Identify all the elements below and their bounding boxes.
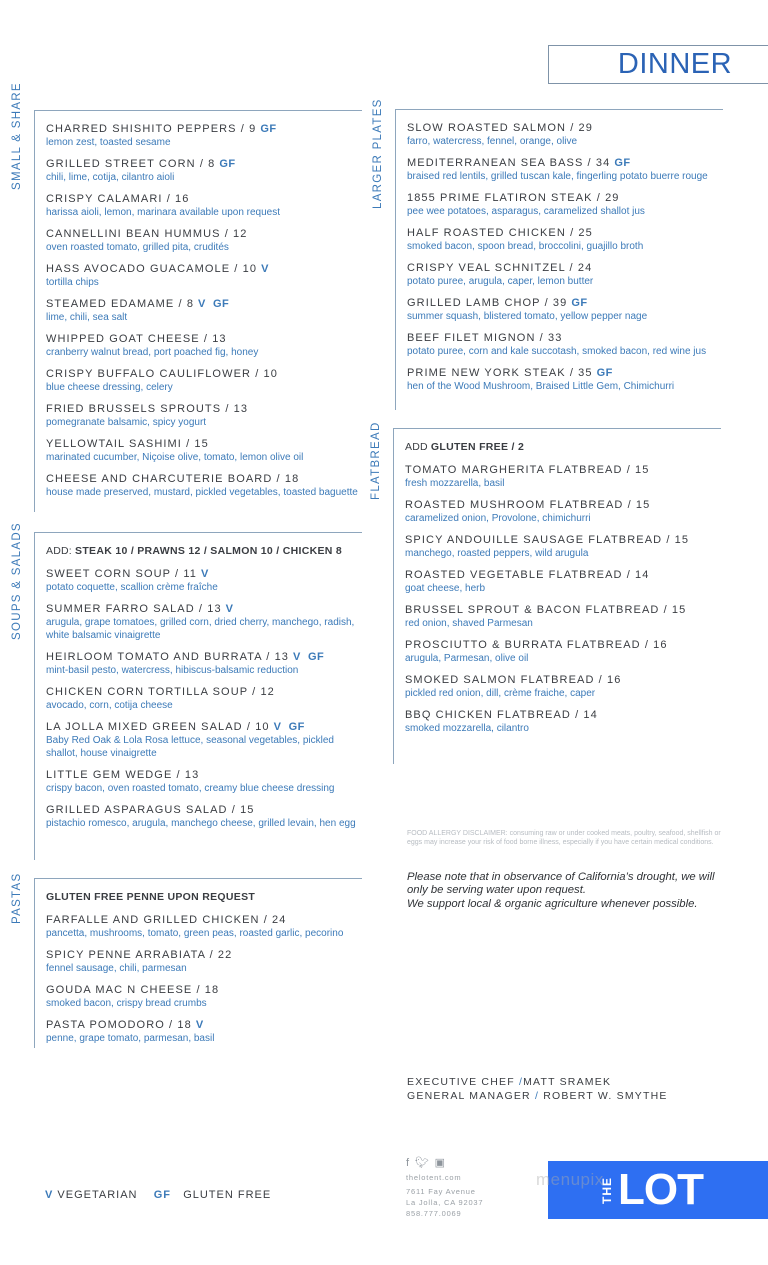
menu-item <box>46 297 362 324</box>
menu-item-name <box>46 157 362 171</box>
menu-item-name <box>46 437 362 451</box>
menu-item-description: smoked bacon, crispy bread crumbs <box>46 998 207 1009</box>
item-name-price: CHEESE AND CHARCUTERIE BOARD / 18 <box>46 473 300 485</box>
menu-item <box>407 121 723 148</box>
menu-item-description: smoked bacon, spoon bread, broccolini, guajillo broth <box>407 241 644 252</box>
menu-item-name <box>407 296 723 310</box>
section-label: PASTAS <box>11 872 23 924</box>
menu-item-name <box>46 948 362 962</box>
menu-item <box>46 332 362 359</box>
item-name-price: BRUSSEL SPROUT & BACON FLATBREAD / 15 <box>405 604 687 616</box>
menu-title: DINNER <box>617 48 733 80</box>
menu-item-name <box>405 708 721 722</box>
menu-item-description: tortilla chips <box>46 277 99 288</box>
menu-item-name <box>405 498 721 512</box>
staff-credits <box>407 1075 668 1103</box>
gluten-free-note <box>46 890 362 904</box>
menu-item-description: chili, lime, cotija, cilantro aioli <box>46 172 175 183</box>
vegetarian-tag: V <box>45 1189 54 1201</box>
menu-item-name <box>407 191 723 205</box>
dietary-tag: V GF <box>198 298 230 310</box>
slash: / <box>518 1076 524 1088</box>
menu-item <box>46 157 362 184</box>
menu-item-description: cranberry walnut bread, port poached fig, honey <box>46 347 259 358</box>
menu-item-description: pee wee potatoes, asparagus, caramelized shallot jus <box>407 206 645 217</box>
menu-item-name <box>46 472 362 486</box>
dietary-tag: GF <box>614 157 631 169</box>
address-line-2: La Jolla, CA 92037 <box>406 1198 484 1207</box>
add-gluten-free-line <box>405 440 721 454</box>
menu-item-name <box>46 402 362 416</box>
watermark: menupix <box>536 1170 604 1189</box>
menu-item-description: mint-basil pesto, watercress, hibiscus-balsamic reduction <box>46 665 299 676</box>
menu-item-name <box>407 156 723 170</box>
item-name-price: PASTA POMODORO / 18 <box>46 1019 192 1031</box>
item-name-price: CRISPY VEAL SCHNITZEL / 24 <box>407 262 593 274</box>
menu-item-name <box>407 261 723 275</box>
item-name-price: CHARRED SHISHITO PEPPERS / 9 <box>46 123 257 135</box>
item-name-price: STEAMED EDAMAME / 8 <box>46 298 195 310</box>
menu-item-description: summer squash, blistered tomato, yellow pepper nage <box>407 311 648 322</box>
flatbread-items <box>405 463 721 735</box>
menu-item-name <box>46 192 362 206</box>
dietary-tag: V GF <box>273 721 305 733</box>
item-name-price: ROASTED MUSHROOM FLATBREAD / 15 <box>405 499 651 511</box>
menu-item-name <box>46 297 362 311</box>
twitter-icon[interactable]: 🐦︎ <box>414 1157 430 1169</box>
chef-role: EXECUTIVE CHEF <box>407 1076 515 1088</box>
menu-item-description: farro, watercress, fennel, orange, olive <box>407 136 578 147</box>
menu-item-name <box>46 367 362 381</box>
dietary-tag: V <box>200 568 209 580</box>
item-name-price: CHICKEN CORN TORTILLA SOUP / 12 <box>46 686 275 698</box>
website-link[interactable]: thelotent.com <box>406 1173 462 1182</box>
item-name-price: SMOKED SALMON FLATBREAD / 16 <box>405 674 622 686</box>
add-ons-line <box>46 544 362 558</box>
menu-item <box>46 472 362 499</box>
menu-item <box>407 296 723 323</box>
section-label: SMALL & SHARE <box>11 82 23 190</box>
menu-item <box>46 567 362 594</box>
menu-item-name <box>46 650 362 664</box>
item-name-price: LA JOLLA MIXED GREEN SALAD / 10 <box>46 721 270 733</box>
menu-item-description: blue cheese dressing, celery <box>46 382 173 393</box>
gm-role: GENERAL MANAGER <box>407 1090 531 1102</box>
item-name-price: SPICY ANDOUILLE SAUSAGE FLATBREAD / 15 <box>405 534 690 546</box>
menu-item-description: pomegranate balsamic, spicy yogurt <box>46 417 207 428</box>
menu-item-description: pistachio romesco, arugula, manchego cheese, grilled levain, hen egg <box>46 818 356 829</box>
item-name-price: GRILLED LAMB CHOP / 39 <box>407 297 568 309</box>
logo-lot: LOT <box>618 1165 703 1214</box>
menu-title-box <box>548 45 768 84</box>
menu-item <box>46 803 362 830</box>
section-small-share <box>11 82 362 512</box>
menu-item-name <box>407 226 723 240</box>
dietary-tag: GF <box>219 158 236 170</box>
menu-item-name <box>46 332 362 346</box>
menu-item <box>46 650 362 677</box>
add-prefix: ADD <box>405 441 428 453</box>
menu-item <box>405 498 721 525</box>
menu-item-description: potato puree, arugula, caper, lemon butter <box>407 276 594 287</box>
menu-item-name <box>46 803 362 817</box>
item-name-price: GRILLED ASPARAGUS SALAD / 15 <box>46 804 255 816</box>
item-name-price: YELLOWTAIL SASHIMI / 15 <box>46 438 209 450</box>
gluten-free-tag: GF <box>153 1189 172 1201</box>
menu-item-name <box>407 331 723 345</box>
menu-item <box>46 402 362 429</box>
menu-item-name <box>405 568 721 582</box>
menu-item <box>46 262 362 289</box>
menu-item-description: harissa aioli, lemon, marinara available upon request <box>46 207 281 218</box>
menu-item <box>407 331 723 358</box>
facebook-icon[interactable]: f <box>406 1157 410 1169</box>
item-name-price: GOUDA MAC N CHEESE / 18 <box>46 984 220 996</box>
menu-item-name <box>46 720 362 734</box>
local-note: We support local & organic agriculture whenever possible. <box>407 897 698 910</box>
menu-item <box>405 533 721 560</box>
item-name-price: SLOW ROASTED SALMON / 29 <box>407 122 593 134</box>
address-line-1: 7611 Fay Avenue <box>406 1187 476 1196</box>
item-name-price: WHIPPED GOAT CHEESE / 13 <box>46 333 227 345</box>
instagram-icon[interactable]: ▣ <box>434 1157 446 1169</box>
menu-item-description: avocado, corn, cotija cheese <box>46 700 173 711</box>
menu-item-description: caramelized onion, Provolone, chimichurri <box>405 513 591 524</box>
chef-credit <box>407 1075 668 1089</box>
section-label: FLATBREAD <box>370 421 382 500</box>
menu-item <box>405 603 721 630</box>
item-name-price: HEIRLOOM TOMATO AND BURRATA / 13 <box>46 651 290 663</box>
section-label: SOUPS & SALADS <box>11 522 23 640</box>
menu-item-description: pickled red onion, dill, crème fraiche, caper <box>405 688 596 699</box>
dietary-tag: V <box>225 603 234 615</box>
menu-item-description: hen of the Wood Mushroom, Braised Little Gem, Chimichurri <box>407 381 675 392</box>
item-name-price: LITTLE GEM WEDGE / 13 <box>46 769 200 781</box>
menu-item <box>405 463 721 490</box>
menu-item <box>407 261 723 288</box>
section-label: LARGER PLATES <box>372 98 384 209</box>
add-option: GLUTEN FREE / 2 <box>430 441 525 453</box>
item-name-price: HALF ROASTED CHICKEN / 25 <box>407 227 593 239</box>
menu-item-description: marinated cucumber, Niçoise olive, tomato, lemon olive oil <box>46 452 304 463</box>
item-name-price: MEDITERRANEAN SEA BASS / 34 <box>407 157 611 169</box>
section-pastas <box>11 872 362 1048</box>
menu-item-name <box>405 673 721 687</box>
menu-item <box>46 1018 362 1045</box>
menu-item <box>46 437 362 464</box>
slash: / <box>534 1090 540 1102</box>
contact-info <box>406 1158 483 1219</box>
menu-item-description: potato puree, corn and kale succotash, smoked bacon, red wine jus <box>407 346 707 357</box>
menu-item <box>407 226 723 253</box>
menu-item <box>46 948 362 975</box>
item-name-price: CRISPY CALAMARI / 16 <box>46 193 190 205</box>
item-name-price: ROASTED VEGETABLE FLATBREAD / 14 <box>405 569 650 581</box>
menu-item-name <box>405 603 721 617</box>
menu-item-description: potato coquette, scallion crème fraîche <box>46 582 218 593</box>
gluten-free-label: GLUTEN FREE <box>183 1189 272 1201</box>
menu-item-description: pancetta, mushrooms, tomato, green peas, roasted garlic, pecorino <box>46 928 344 939</box>
add-prefix: ADD: <box>46 545 72 557</box>
dietary-tag: GF <box>260 123 277 135</box>
menu-item-name <box>46 913 362 927</box>
social-links <box>406 1158 483 1169</box>
item-name-price: PROSCIUTTO & BURRATA FLATBREAD / 16 <box>405 639 668 651</box>
section-soups-salads <box>11 522 362 860</box>
dietary-tag: V <box>261 263 269 275</box>
menu-item-description: Baby Red Oak & Lola Rosa lettuce, seasonal vegetables, pickled shallot, house vinaigrette <box>46 735 334 759</box>
item-name-price: CANNELLINI BEAN HUMMUS / 12 <box>46 228 248 240</box>
section-flatbread <box>370 421 721 764</box>
dietary-tag: GF <box>596 367 613 379</box>
menu-item-name <box>405 638 721 652</box>
menu-item-description: fennel sausage, chili, parmesan <box>46 963 187 974</box>
item-list <box>407 121 723 401</box>
menu-item-name <box>46 983 362 997</box>
item-name-price: SWEET CORN SOUP / 11 <box>46 568 197 580</box>
policy-notes <box>407 871 727 911</box>
menu-item <box>405 708 721 735</box>
menu-item <box>46 122 362 149</box>
add-options: STEAK 10 / PRAWNS 12 / SALMON 10 / CHICKEN 8 <box>75 545 343 557</box>
item-name-price: SUMMER FARRO SALAD / 13 <box>46 603 222 615</box>
menu-item <box>46 685 362 712</box>
menu-item-description: arugula, grape tomatoes, grilled corn, dried cherry, manchego, radish, white balsamic vinaigrette <box>46 617 355 641</box>
chef-name: MATT SRAMEK <box>523 1076 612 1088</box>
item-name-price: BEEF FILET MIGNON / 33 <box>407 332 563 344</box>
menu-item-name <box>407 366 723 380</box>
menu-item-description: manchego, roasted peppers, wild arugula <box>405 548 589 559</box>
menu-item <box>46 913 362 940</box>
item-name-price: SPICY PENNE ARRABIATA / 22 <box>46 949 233 961</box>
item-list <box>46 890 362 1053</box>
menu-item <box>46 768 362 795</box>
menu-item <box>46 720 362 760</box>
menu-item-description: fresh mozzarella, basil <box>405 478 505 489</box>
item-name-price: 1855 PRIME FLATIRON STEAK / 29 <box>407 192 620 204</box>
soups-items <box>46 567 362 830</box>
menu-item-name <box>46 768 362 782</box>
section-larger-plates <box>372 98 723 410</box>
menu-item <box>407 156 723 183</box>
item-list <box>46 544 362 838</box>
item-list <box>46 122 362 507</box>
item-name-price: GRILLED STREET CORN / 8 <box>46 158 216 170</box>
gm-credit <box>407 1089 668 1103</box>
menu-item-name <box>46 1018 362 1032</box>
note-text: GLUTEN FREE PENNE UPON REQUEST <box>46 891 256 903</box>
menu-item <box>405 673 721 700</box>
menu-item-description: braised red lentils, grilled tuscan kale, fingerling potato buerre rouge <box>407 171 708 182</box>
drought-note: Please note that in observance of California’s drought, we will only be serving water upon request. <box>407 871 715 897</box>
menu-item <box>405 638 721 665</box>
dietary-tag: GF <box>571 297 588 309</box>
allergy-disclaimer: FOOD ALLERGY DISCLAIMER: consuming raw or under cooked meats, poultry, seafood, shellfish or eggs may increase your risk of food borne illness, especially if you have certain medical conditions. <box>407 830 721 846</box>
item-name-price: FARFALLE AND GRILLED CHICKEN / 24 <box>46 914 287 926</box>
menu-item-name <box>46 262 362 276</box>
menu-item-description: arugula, Parmesan, olive oil <box>405 653 529 664</box>
menu-item <box>46 367 362 394</box>
vegetarian-label: VEGETARIAN <box>57 1189 138 1201</box>
dietary-tag: V <box>195 1019 204 1031</box>
menu-item <box>407 366 723 393</box>
menu-item-description: house made preserved, mustard, pickled vegetables, toasted baguette <box>46 487 358 498</box>
menu-item-description: lemon zest, toasted sesame <box>46 137 171 148</box>
phone-number: 858.777.0069 <box>406 1209 462 1218</box>
menu-item-name <box>405 533 721 547</box>
item-name-price: FRIED BRUSSELS SPROUTS / 13 <box>46 403 249 415</box>
item-list <box>405 440 721 743</box>
menu-item <box>46 227 362 254</box>
menu-item-description: penne, grape tomato, parmesan, basil <box>46 1033 215 1044</box>
menu-item-name <box>46 227 362 241</box>
pasta-items <box>46 913 362 1045</box>
menu-item-description: crispy bacon, oven roasted tomato, creamy blue cheese dressing <box>46 783 335 794</box>
menu-item-name <box>46 685 362 699</box>
item-name-price: BBQ CHICKEN FLATBREAD / 14 <box>405 709 598 721</box>
menu-item <box>46 192 362 219</box>
logo-the: THE <box>600 1176 614 1204</box>
menu-item-description: smoked mozzarella, cilantro <box>405 723 529 734</box>
item-name-price: HASS AVOCADO GUACAMOLE / 10 <box>46 263 258 275</box>
item-name-price: PRIME NEW YORK STEAK / 35 <box>407 367 593 379</box>
item-name-price: TOMATO MARGHERITA FLATBREAD / 15 <box>405 464 650 476</box>
menu-item <box>46 602 362 642</box>
menu-item-description: lime, chili, sea salt <box>46 312 128 323</box>
menu-item <box>405 568 721 595</box>
menu-item-description: red onion, shaved Parmesan <box>405 618 533 629</box>
menu-item <box>407 191 723 218</box>
dietary-legend <box>45 1189 271 1201</box>
dietary-tag: V GF <box>293 651 325 663</box>
menu-item <box>46 983 362 1010</box>
menu-item-description: goat cheese, herb <box>405 583 486 594</box>
menu-item-name <box>46 567 362 581</box>
menu-item-name <box>407 121 723 135</box>
menu-item-name <box>46 602 362 616</box>
gm-name: ROBERT W. SMYTHE <box>543 1090 668 1102</box>
menu-item-name <box>46 122 362 136</box>
menu-item-name <box>405 463 721 477</box>
item-name-price: CRISPY BUFFALO CAULIFLOWER / 10 <box>46 368 278 380</box>
menu-item-description: oven roasted tomato, grilled pita, crudités <box>46 242 229 253</box>
